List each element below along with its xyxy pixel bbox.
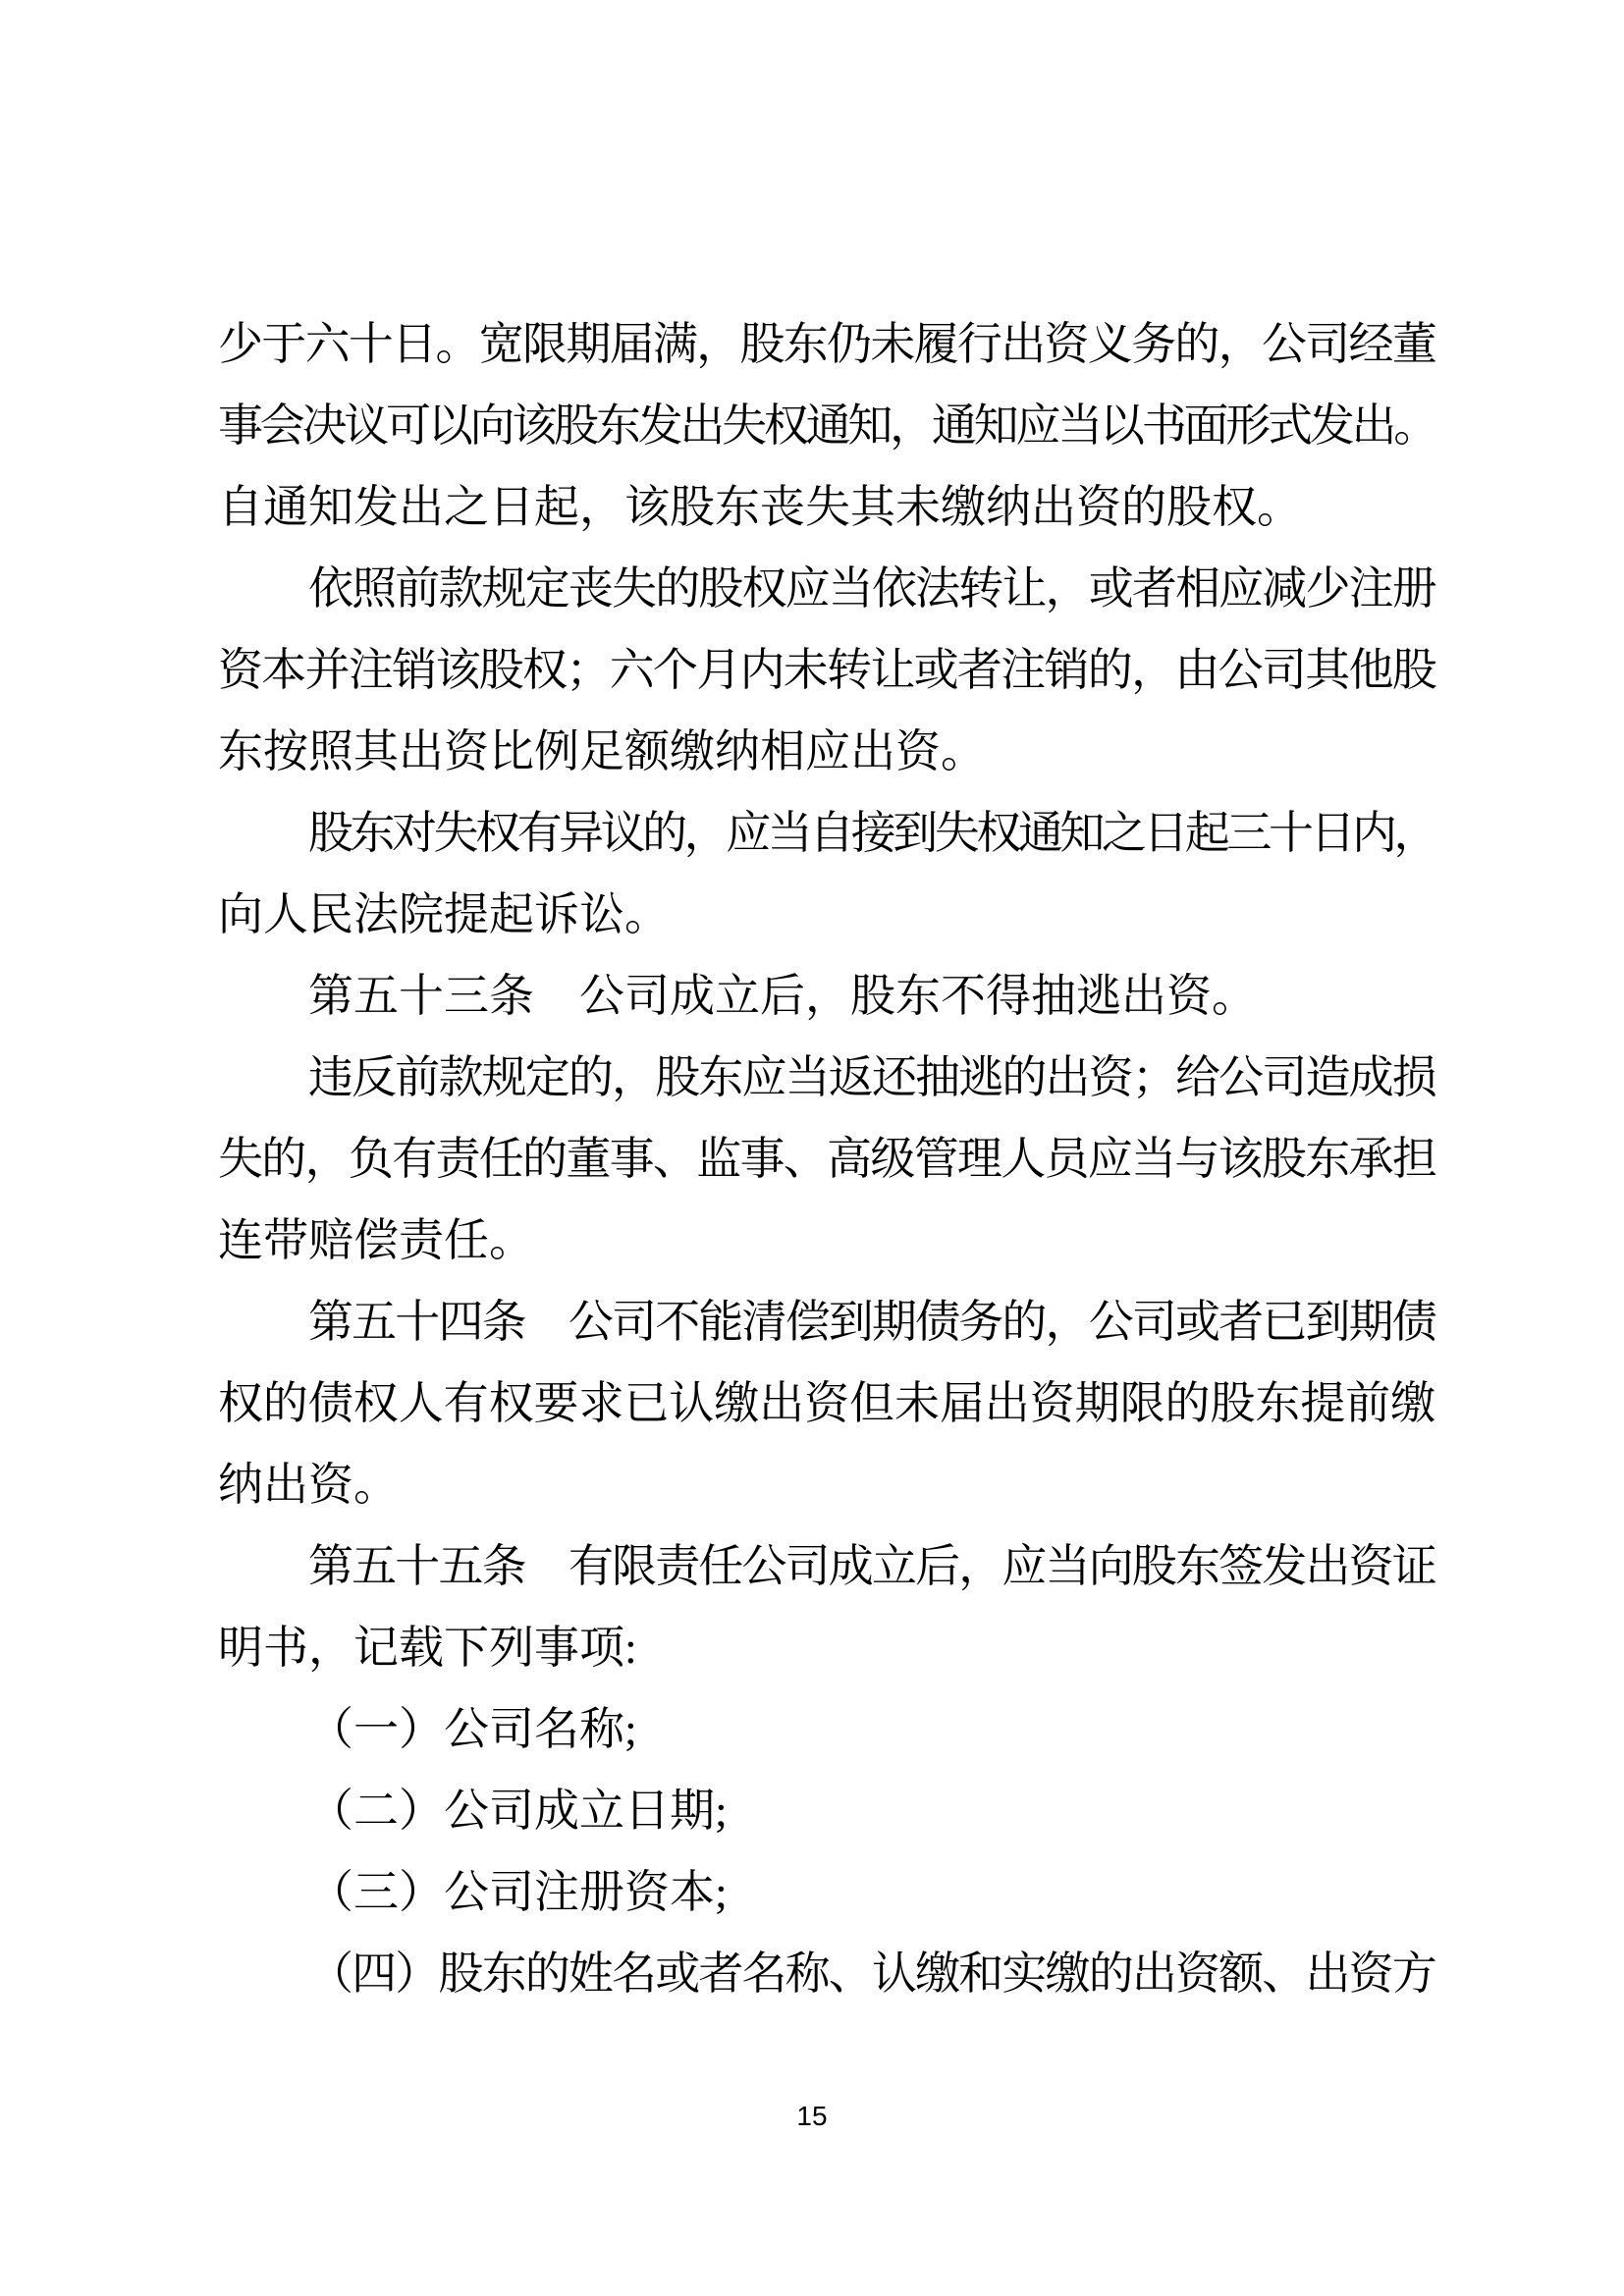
text-line: 权的债权人有权要求已认缴出资但未届出资期限的股东提前缴 [218,1378,1436,1428]
text-line: 纳出资。 [218,1460,399,1510]
text-line: 违反前款规定的，股东应当返还抽逃的出资；给公司造成损 [308,1052,1435,1102]
text-line: （四）股东的姓名或者名称、认缴和实缴的出资额、出资方 [308,1949,1435,1999]
text-line: （三）公司注册资本; [308,1867,728,1917]
text-line: （二）公司成立日期; [308,1786,728,1836]
text-line: （一）公司名称; [308,1704,637,1754]
text-line: 东按照其出资比例足额缴纳相应出资。 [218,726,986,776]
text-line: 资本并注销该股权；六个月内未转让或者注销的，由公司其他股 [218,645,1436,695]
text-line: 向人民法院提起诉讼。 [218,889,670,939]
text-line: 明书，记载下列事项: [218,1623,637,1673]
text-block [218,303,1435,2014]
text-line: 第五十五条 有限责任公司成立后，应当向股东签发出资证 [308,1541,1435,1591]
page-number: 15 [796,2101,828,2131]
text-line: 依照前款规定丧失的股权应当依法转让，或者相应减少注册 [308,563,1435,614]
text-line: 自通知发出之日起，该股东丧失其未缴纳出资的股权。 [218,482,1302,532]
text-line: 少于六十日。宽限期届满，股东仍未履行出资义务的，公司经董 [218,319,1436,369]
text-line: 事会决议可以向该股东发出失权通知，通知应当以书面形式发出。 [218,400,1436,451]
text-line: 第五十四条 公司不能清偿到期债务的，公司或者已到期债 [308,1297,1435,1347]
text-line: 失的，负有责任的董事、监事、高级管理人员应当与该股东承担 [218,1134,1436,1184]
text-line: 连带赔偿责任。 [218,1215,534,1265]
text-line: 股东对失权有异议的，应当自接到失权通知之日起三十日内， [308,808,1436,858]
text-line: 第五十三条 公司成立后，股东不得抽逃出资。 [308,971,1257,1021]
